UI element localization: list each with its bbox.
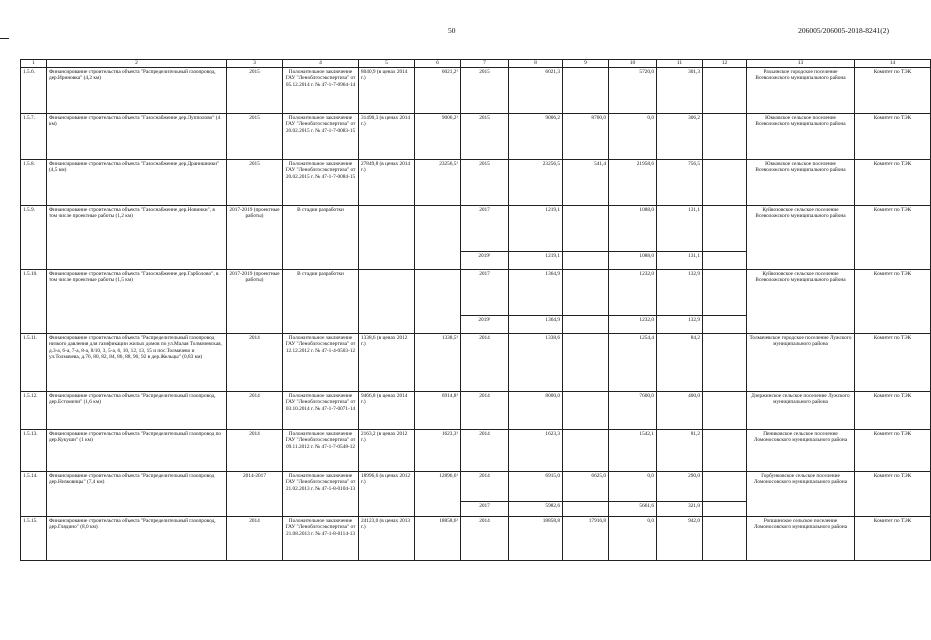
federal-budget-cell: 17916,8 bbox=[563, 516, 609, 560]
expertise-cell: Положительное заключение ГАУ "Леноблгосэкспертиза" от 03.10.2014 г. № 47-1-7-0071-14 bbox=[283, 391, 359, 429]
item-number-cell: 1.5.14. bbox=[21, 471, 47, 516]
expertise-cell: Положительное заключение ГАУ "Леноблгосэкспертиза" от 05.12.2014 г. № 47-1-7-0964-14 bbox=[283, 67, 359, 113]
local-budget-cell: 131,1 bbox=[657, 205, 703, 251]
remaining-cost-cell: 18858,6¹ bbox=[415, 516, 461, 560]
financing-year-cell: 2014 bbox=[461, 516, 509, 560]
column-number-row bbox=[21, 60, 931, 68]
estimated-cost-cell: 1338,6 (в ценах 2012 г.) bbox=[359, 333, 415, 391]
table-row bbox=[21, 67, 931, 113]
local-budget-cell: 400,0 bbox=[657, 391, 703, 429]
regional-budget-cell: 1088,0 bbox=[609, 251, 657, 269]
estimated-cost-cell bbox=[359, 205, 415, 269]
other-sources-cell bbox=[703, 429, 747, 471]
table-body bbox=[21, 67, 931, 560]
local-budget-cell: 132,9 bbox=[657, 269, 703, 315]
implementation-years-cell: 2015 bbox=[227, 67, 283, 113]
municipality-cell: Ропшинское сельское поселение Ломоносовского муниципального района bbox=[747, 516, 855, 560]
remaining-cost-cell: 1623,3¹ bbox=[415, 429, 461, 471]
expertise-cell: Положительное заключение ГАУ "Леноблгосэкспертиза" от 09.11.2012 г. № 47-1-7-0548-12 bbox=[283, 429, 359, 471]
column-number: 1 bbox=[21, 60, 47, 68]
implementation-years-cell: 2014 bbox=[227, 391, 283, 429]
regional-budget-cell: 1088,0 bbox=[609, 205, 657, 251]
local-budget-cell: 301,3 bbox=[657, 67, 703, 113]
local-budget-cell: 321,0 bbox=[657, 501, 703, 516]
remaining-cost-cell: 12896,6¹ bbox=[415, 471, 461, 516]
column-number: 6 bbox=[415, 60, 461, 68]
estimated-cost-cell: 8040,9 (в ценах 2014 г.) bbox=[359, 67, 415, 113]
financing-year-cell: 2015 bbox=[461, 67, 509, 113]
financing-year-cell: 2015 bbox=[461, 113, 509, 159]
municipality-cell: Горбунковское сельское поселение Ломоносовского муниципального района bbox=[747, 471, 855, 516]
regional-budget-cell: 21958,6 bbox=[609, 159, 657, 205]
other-sources-cell bbox=[703, 269, 747, 315]
estimated-cost-cell: 18996,6 (в ценах 2012 г.) bbox=[359, 471, 415, 516]
remaining-cost-cell bbox=[415, 269, 461, 333]
federal-budget-cell bbox=[563, 67, 609, 113]
federal-budget-cell bbox=[563, 205, 609, 251]
total-amount-cell: 6915,0 bbox=[509, 471, 563, 501]
item-name-cell: Финансирование строительства объекта "Газоснабжение дер.Лупполово" (4 км) bbox=[47, 113, 227, 159]
regional-budget-cell: 0,0 bbox=[609, 113, 657, 159]
implementation-years-cell: 2017-2019 (проектные работы) bbox=[227, 205, 283, 269]
municipality-cell: Куйвозовское сельское поселение Всеволожского муниципального района bbox=[747, 269, 855, 333]
item-number-cell: 1.5.11. bbox=[21, 333, 47, 391]
financing-year-cell: 2017 bbox=[461, 501, 509, 516]
federal-budget-cell: 8700,0 bbox=[563, 113, 609, 159]
expertise-cell: В стадии разработки bbox=[283, 269, 359, 333]
item-number-cell: 1.5.10. bbox=[21, 269, 47, 333]
responsible-executor-cell: Комитет по ТЭК bbox=[855, 205, 931, 269]
implementation-years-cell: 2014-2017 bbox=[227, 471, 283, 516]
municipality-cell: Юкковское сельское поселение Всеволожского муниципального района bbox=[747, 159, 855, 205]
total-amount-cell: 1364,9 bbox=[509, 315, 563, 333]
column-number: 3 bbox=[227, 60, 283, 68]
item-name-cell: Финансирование строительства объекта "Распределительный газопровод дер.Низковицы" (7,4 км) bbox=[47, 471, 227, 516]
financing-year-cell: 2014 bbox=[461, 471, 509, 501]
regional-budget-cell: 0,0 bbox=[609, 516, 657, 560]
municipality-cell: Рахьинское городское поселение Всеволожского муниципального района bbox=[747, 67, 855, 113]
table-row bbox=[21, 113, 931, 159]
table-row bbox=[21, 429, 931, 471]
municipality-cell: Толмачевское городское поселение Лужского муниципального района bbox=[747, 333, 855, 391]
other-sources-cell bbox=[703, 333, 747, 391]
total-amount-cell: 8000,0 bbox=[509, 391, 563, 429]
item-number-cell: 1.5.15. bbox=[21, 516, 47, 560]
financing-year-cell: 2014 bbox=[461, 429, 509, 471]
implementation-years-cell: 2015 bbox=[227, 113, 283, 159]
responsible-executor-cell: Комитет по ТЭК bbox=[855, 429, 931, 471]
document-code: 206005/206005-2018-8241(2) bbox=[798, 26, 889, 35]
local-budget-cell: 131,1 bbox=[657, 251, 703, 269]
column-number: 14 bbox=[855, 60, 931, 68]
municipality-cell: Пениковское сельское поселение Ломоносовского муниципального района bbox=[747, 429, 855, 471]
total-amount-cell: 1338,6 bbox=[509, 333, 563, 391]
column-number: 4 bbox=[283, 60, 359, 68]
financing-year-cell: 2017 bbox=[461, 205, 509, 251]
federal-budget-cell bbox=[563, 251, 609, 269]
column-number: 7 bbox=[461, 60, 509, 68]
local-budget-cell: 756,5 bbox=[657, 159, 703, 205]
responsible-executor-cell: Комитет по ТЭК bbox=[855, 159, 931, 205]
regional-budget-cell: 1254,4 bbox=[609, 333, 657, 391]
estimated-cost-cell: 2163,2 (в ценах 2012 г.) bbox=[359, 429, 415, 471]
responsible-executor-cell: Комитет по ТЭК bbox=[855, 471, 931, 516]
column-number: 12 bbox=[703, 60, 747, 68]
federal-budget-cell bbox=[563, 333, 609, 391]
financing-table bbox=[20, 59, 931, 561]
remaining-cost-cell: 6914,8¹ bbox=[415, 391, 461, 429]
item-name-cell: Финансирование строительства объекта "Распределительный газопровод, дер.Ириновка" (4,2 км) bbox=[47, 67, 227, 113]
federal-budget-cell bbox=[563, 391, 609, 429]
item-number-cell: 1.5.12. bbox=[21, 391, 47, 429]
remaining-cost-cell bbox=[415, 205, 461, 269]
total-amount-cell: 6021,3 bbox=[509, 67, 563, 113]
item-number-cell: 1.5.7. bbox=[21, 113, 47, 159]
expertise-cell: Положительное заключение ГАУ "Леноблгосэкспертиза" от 21.08.2013 г. № 47-1-8-0114-13 bbox=[283, 516, 359, 560]
estimated-cost-cell: 31490,3 (в ценах 2014 г.) bbox=[359, 113, 415, 159]
regional-budget-cell: 1232,0 bbox=[609, 269, 657, 315]
federal-budget-cell bbox=[563, 269, 609, 315]
regional-budget-cell: 5720,0 bbox=[609, 67, 657, 113]
municipality-cell: Юкковское сельское поселение Всеволожского муниципального района bbox=[747, 113, 855, 159]
expertise-cell: В стадии разработки bbox=[283, 205, 359, 269]
total-amount-cell: 1219,1 bbox=[509, 251, 563, 269]
column-number: 13 bbox=[747, 60, 855, 68]
implementation-years-cell: 2014 bbox=[227, 516, 283, 560]
other-sources-cell bbox=[703, 516, 747, 560]
item-number-cell: 1.5.9. bbox=[21, 205, 47, 269]
estimated-cost-cell: 27849,8 (в ценах 2014 г.) bbox=[359, 159, 415, 205]
federal-budget-cell: 541,4 bbox=[563, 159, 609, 205]
federal-budget-cell bbox=[563, 429, 609, 471]
implementation-years-cell: 2014 bbox=[227, 429, 283, 471]
total-amount-cell: 18858,8 bbox=[509, 516, 563, 560]
estimated-cost-cell: 9466,8 (в ценах 2014 г.) bbox=[359, 391, 415, 429]
responsible-executor-cell: Комитет по ТЭК bbox=[855, 516, 931, 560]
financing-year-cell: 2014 bbox=[461, 333, 509, 391]
remaining-cost-cell: 23256,5¹ bbox=[415, 159, 461, 205]
other-sources-cell bbox=[703, 113, 747, 159]
total-amount-cell: 23256,5 bbox=[509, 159, 563, 205]
local-budget-cell: 132,9 bbox=[657, 315, 703, 333]
table-row bbox=[21, 471, 931, 501]
federal-budget-cell bbox=[563, 315, 609, 333]
local-budget-cell: 306,2 bbox=[657, 113, 703, 159]
other-sources-cell bbox=[703, 251, 747, 269]
item-name-cell: Финансирование строительства объекта "Распределительный газопровод по дер.Кукуши" (1 км) bbox=[47, 429, 227, 471]
total-amount-cell: 1219,1 bbox=[509, 205, 563, 251]
other-sources-cell bbox=[703, 159, 747, 205]
other-sources-cell bbox=[703, 501, 747, 516]
expertise-cell: Положительное заключение ГАУ "Леноблгосэкспертиза" от 20.02.2015 г. № 47-1-7-0083-15 bbox=[283, 113, 359, 159]
column-number: 11 bbox=[657, 60, 703, 68]
item-name-cell: Финансирование строительства объекта "Газоснабжение дер.Новинки", в том числе проектные работы (1,2 км) bbox=[47, 205, 227, 269]
total-amount-cell: 5982,6 bbox=[509, 501, 563, 516]
item-number-cell: 1.5.13. bbox=[21, 429, 47, 471]
item-name-cell: Финансирование строительства объекта "Распределительный газопровод, дер.Естомичи" (1,6 км) bbox=[47, 391, 227, 429]
item-name-cell: Финансирование строительства объекта "Распределительный газопровод низкого давления для газификации жилых домов по ул.Малая Толмачевская, д.3-а, 6-а, 7-а, 8-а, 8/10, 3, 5-а, 6, 10, 12, 13, 15 и пос.Толмачево и ул.Толмачева, д.76, 80, 82, 84, 86, 88, 90, 92 в дер.Жельцы" (0,83 км) bbox=[47, 333, 227, 391]
item-number-cell: 1.5.6. bbox=[21, 67, 47, 113]
column-number: 5 bbox=[359, 60, 415, 68]
margin-mark bbox=[0, 38, 9, 39]
financing-year-cell: 2017 bbox=[461, 269, 509, 315]
estimated-cost-cell bbox=[359, 269, 415, 333]
remaining-cost-cell: 6021,2¹ bbox=[415, 67, 461, 113]
regional-budget-cell: 5661,6 bbox=[609, 501, 657, 516]
financing-year-cell: 2015 bbox=[461, 159, 509, 205]
other-sources-cell bbox=[703, 391, 747, 429]
regional-budget-cell: 0,0 bbox=[609, 471, 657, 501]
remaining-cost-cell: 1338,5¹ bbox=[415, 333, 461, 391]
table-row bbox=[21, 516, 931, 560]
federal-budget-cell: 6625,0 bbox=[563, 471, 609, 501]
column-number: 10 bbox=[609, 60, 657, 68]
local-budget-cell: 81,2 bbox=[657, 429, 703, 471]
regional-budget-cell: 7600,0 bbox=[609, 391, 657, 429]
responsible-executor-cell: Комитет по ТЭК bbox=[855, 113, 931, 159]
responsible-executor-cell: Комитет по ТЭК bbox=[855, 67, 931, 113]
column-number: 2 bbox=[47, 60, 227, 68]
implementation-years-cell: 2015 bbox=[227, 159, 283, 205]
other-sources-cell bbox=[703, 315, 747, 333]
estimated-cost-cell: 24123,0 (в ценах 2013 г.) bbox=[359, 516, 415, 560]
financing-year-cell: 2014 bbox=[461, 391, 509, 429]
regional-budget-cell: 1542,1 bbox=[609, 429, 657, 471]
column-number: 8 bbox=[509, 60, 563, 68]
column-number: 9 bbox=[563, 60, 609, 68]
item-name-cell: Финансирование строительства объекта "Газоснабжение дер.Гарболово", в том числе проектные работы (1,5 км) bbox=[47, 269, 227, 333]
table-row bbox=[21, 391, 931, 429]
financing-year-cell: 2019¹ bbox=[461, 315, 509, 333]
responsible-executor-cell: Комитет по ТЭК bbox=[855, 333, 931, 391]
remaining-cost-cell: 9006,2¹ bbox=[415, 113, 461, 159]
other-sources-cell bbox=[703, 67, 747, 113]
item-name-cell: Финансирование строительства объекта "Распределительный газопровод, дер.Глядино" (8,0 км) bbox=[47, 516, 227, 560]
expertise-cell: Положительное заключение ГАУ "Леноблгосэкспертиза" от 20.02.2015 г. № 47-1-7-0084-15 bbox=[283, 159, 359, 205]
implementation-years-cell: 2017-2019 (проектные работы) bbox=[227, 269, 283, 333]
expertise-cell: Положительное заключение ГАУ "Леноблгосэкспертиза" от 12.12.2012 г. № 47-1-4-0503-12 bbox=[283, 333, 359, 391]
item-number-cell: 1.5.8. bbox=[21, 159, 47, 205]
total-amount-cell: 9006,2 bbox=[509, 113, 563, 159]
total-amount-cell: 1623,3 bbox=[509, 429, 563, 471]
implementation-years-cell: 2014 bbox=[227, 333, 283, 391]
table-row bbox=[21, 269, 931, 315]
responsible-executor-cell: Комитет по ТЭК bbox=[855, 391, 931, 429]
responsible-executor-cell: Комитет по ТЭК bbox=[855, 269, 931, 333]
municipality-cell: Дзержинское сельское поселение Лужского муниципального района bbox=[747, 391, 855, 429]
other-sources-cell bbox=[703, 471, 747, 501]
table-row bbox=[21, 333, 931, 391]
financing-year-cell: 2019¹ bbox=[461, 251, 509, 269]
total-amount-cell: 1364,9 bbox=[509, 269, 563, 315]
local-budget-cell: 290,0 bbox=[657, 471, 703, 501]
item-name-cell: Финансирование строительства объекта "Газоснабжение дер.Дранишники" (4,5 км) bbox=[47, 159, 227, 205]
table-row bbox=[21, 159, 931, 205]
federal-budget-cell bbox=[563, 501, 609, 516]
page-number: 50 bbox=[448, 26, 456, 35]
local-budget-cell: 84,2 bbox=[657, 333, 703, 391]
expertise-cell: Положительное заключение ГАУ "Леноблгосэкспертиза" от 21.02.2013 г. № 47-1-8-0104-13 bbox=[283, 471, 359, 516]
local-budget-cell: 942,0 bbox=[657, 516, 703, 560]
table-row bbox=[21, 205, 931, 251]
other-sources-cell bbox=[703, 205, 747, 251]
regional-budget-cell: 1232,0 bbox=[609, 315, 657, 333]
municipality-cell: Куйвозовское сельское поселение Всеволожского муниципального района bbox=[747, 205, 855, 269]
